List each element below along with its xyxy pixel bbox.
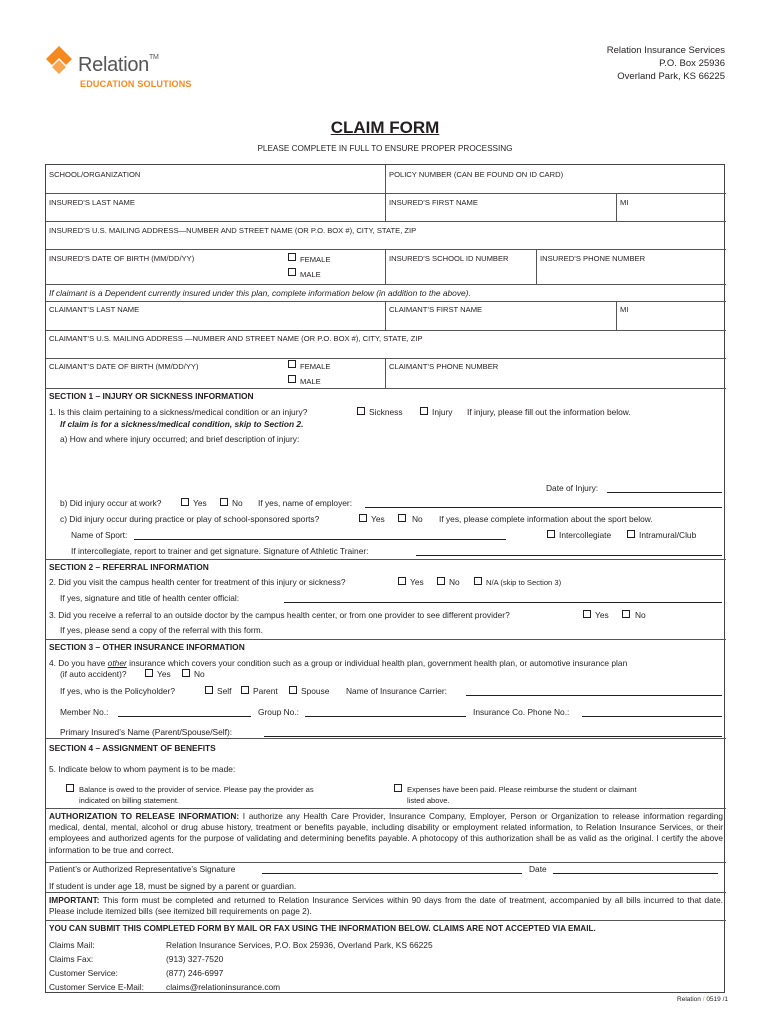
q2-na-checkbox[interactable] <box>474 577 482 585</box>
contact-label-mail: Claims Mail: <box>49 940 95 950</box>
insured-male-label: MALE <box>300 270 321 279</box>
qc-yes-label: Yes <box>371 514 385 524</box>
q3-no-checkbox[interactable] <box>622 610 630 618</box>
qc-no-label: No <box>412 514 423 524</box>
member-line[interactable] <box>118 716 251 717</box>
field-claimant-phone[interactable]: CLAIMANT’S PHONE NUMBER <box>389 362 499 371</box>
q2-yes-checkbox[interactable] <box>398 577 406 585</box>
claim-form <box>45 164 725 993</box>
field-claimant-dob[interactable]: CLAIMANT’S DATE OF BIRTH (MM/DD/YY) <box>49 362 199 371</box>
address-line-1: Relation Insurance Services <box>606 45 725 56</box>
qa-text: a) How and where injury occurred; and brief description of injury: <box>60 434 300 444</box>
policyholder-parent-checkbox[interactable] <box>241 686 249 694</box>
claimant-male-label: MALE <box>300 377 321 386</box>
q4-yes-checkbox[interactable] <box>145 669 153 677</box>
q1-injury-checkbox[interactable] <box>420 407 428 415</box>
address-line-2: P.O. Box 25936 <box>659 58 725 69</box>
qc-text: c) Did injury occur during practice or play of school-sponsored sports? <box>60 514 320 524</box>
q2-no-checkbox[interactable] <box>437 577 445 585</box>
policyholder-parent-label: Parent <box>253 686 278 696</box>
insured-female-checkbox[interactable] <box>288 253 296 261</box>
field-insured-phone[interactable]: INSURED’S PHONE NUMBER <box>540 254 646 263</box>
dependent-note: If claimant is a Dependent currently insured under this plan, complete information below (in addition to the above). <box>49 288 471 298</box>
insured-male-checkbox[interactable] <box>288 268 296 276</box>
field-insured-address[interactable]: INSURED’S U.S. MAILING ADDRESS—NUMBER AND STREET NAME (OR P.O. BOX #), CITY, STATE, ZIP <box>49 226 417 235</box>
policyholder-spouse-checkbox[interactable] <box>289 686 297 694</box>
sport-line[interactable] <box>134 539 506 540</box>
claimant-female-label: FEMALE <box>300 362 331 371</box>
field-claimant-first-name[interactable]: CLAIMANT’S FIRST NAME <box>389 305 483 314</box>
pay-provider-checkbox[interactable] <box>66 784 74 792</box>
q1-note: If claim is for a sickness/medical condition, skip to Section 2. <box>60 419 304 429</box>
pay-provider-line-2: indicated on billing statement. <box>79 796 180 805</box>
date-of-injury-label: Date of Injury: <box>546 483 599 493</box>
qb-text: b) Did injury occur at work? <box>60 498 162 508</box>
primary-insured-line[interactable] <box>264 736 722 737</box>
authorization-paragraph: AUTHORIZATION TO RELEASE INFORMATION: I authorize any Health Care Provider, Insurance Company, Employer, Person or Organization to release information regarding medical, dental, mental, alcohol or drug abuse history, treatment or benefits payable, including disability or employment related information, to Relation Insurance Services, or their employees and authorized agents for the purpose of validating and determining benefits payable. A photocopy of this authorization shall be as valid as the original. I certify the above information to be true and correct. <box>49 811 723 855</box>
q5-text: 5. Indicate below to whom payment is to be made: <box>49 764 236 774</box>
address-line-3: Overland Park, KS 66225 <box>617 71 725 82</box>
trainer-text: If intercollegiate, report to trainer and get signature. Signature of Athletic Trainer: <box>71 546 369 556</box>
claimant-male-checkbox[interactable] <box>288 375 296 383</box>
q4-text: 4. Do you have other insurance which covers your condition such as a group or individual health plan, government health plan, or automotive insurance plan <box>49 658 628 668</box>
signature-label: Patient’s or Authorized Representative’s Signature <box>49 864 236 874</box>
primary-insured-label: Primary Insured’s Name (Parent/Spouse/Self): <box>60 727 233 737</box>
q2-na-label: N/A (skip to Section 3) <box>486 578 562 587</box>
policyholder-self-label: Self <box>217 686 232 696</box>
policyholder-spouse-label: Spouse <box>301 686 330 696</box>
field-insured-dob[interactable]: INSURED’S DATE OF BIRTH (MM/DD/YY) <box>49 254 195 263</box>
carrier-line[interactable] <box>466 695 722 696</box>
intercollegiate-label: Intercollegiate <box>559 530 612 540</box>
section-4-heading: SECTION 4 – ASSIGNMENT OF BENEFITS <box>49 743 216 753</box>
q3-yes-checkbox[interactable] <box>583 610 591 618</box>
q2-yes-label: Yes <box>410 577 424 587</box>
insured-female-label: FEMALE <box>300 255 331 264</box>
field-claimant-address[interactable]: CLAIMANT’S U.S. MAILING ADDRESS —NUMBER AND STREET NAME (OR P.O. BOX #), CITY, STATE, ZIP <box>49 334 423 343</box>
contact-value-fax: (913) 327-7520 <box>166 954 224 964</box>
q1-sickness-label: Sickness <box>369 407 403 417</box>
signature-date-label: Date <box>529 864 547 874</box>
co-phone-line[interactable] <box>582 716 722 717</box>
q2-no-label: No <box>449 577 460 587</box>
q1-text: 1. Is this claim pertaining to a sickness/medical condition or an injury? <box>49 407 308 417</box>
group-line[interactable] <box>305 716 466 717</box>
contact-label-email: Customer Service E-Mail: <box>49 982 144 992</box>
field-insured-last-name[interactable]: INSURED’S LAST NAME <box>49 198 135 207</box>
section-2-heading: SECTION 2 – REFERRAL INFORMATION <box>49 562 209 572</box>
logo-wordmark: Relation™ <box>78 54 159 76</box>
q3-note: If yes, please send a copy of the referral with this form. <box>60 625 263 635</box>
relation-logo-icon <box>44 44 74 82</box>
q1-injury-label: Injury <box>432 407 453 417</box>
contact-value-phone: (877) 246-6997 <box>166 968 224 978</box>
reimburse-line-1: Expenses have been paid. Please reimburse the student or claimant <box>407 785 637 794</box>
qb-no-label: No <box>232 498 243 508</box>
employer-line[interactable] <box>365 507 722 508</box>
field-policy-number[interactable]: POLICY NUMBER (CAN BE FOUND ON ID CARD) <box>389 170 564 179</box>
qc-no-checkbox[interactable] <box>398 514 406 522</box>
q4-no-label: No <box>194 669 205 679</box>
carrier-label: Name of Insurance Carrier: <box>346 686 448 696</box>
trainer-signature-line[interactable] <box>416 555 722 556</box>
page-subtitle: PLEASE COMPLETE IN FULL TO ENSURE PROPER PROCESSING <box>257 144 513 153</box>
qc-tail: If yes, please complete information about the sport below. <box>439 514 653 524</box>
pay-provider-line-1: Balance is owed to the provider of service. Please pay the provider as <box>79 785 314 794</box>
q4-no-checkbox[interactable] <box>182 669 190 677</box>
group-label: Group No.: <box>258 707 299 717</box>
q3-no-label: No <box>635 610 646 620</box>
q3-text: 3. Did you receive a referral to an outside doctor by the campus health center, or from one provider to see different provider? <box>49 610 510 620</box>
qb-no-checkbox[interactable] <box>220 498 228 506</box>
q4-line-2: (if auto accident)? <box>60 669 127 679</box>
page-title: CLAIM FORM <box>330 118 440 137</box>
health-official-line[interactable] <box>284 602 722 603</box>
footer-code: Relation / 0519 /1 <box>677 996 728 1003</box>
qb-yes-checkbox[interactable] <box>181 498 189 506</box>
q2-text: 2. Did you visit the campus health center for treatment of this injury or sickness? <box>49 577 346 587</box>
section-3-heading: SECTION 3 – OTHER INSURANCE INFORMATION <box>49 642 245 652</box>
intercollegiate-checkbox[interactable] <box>547 530 555 538</box>
q3-yes-label: Yes <box>595 610 609 620</box>
co-phone-label: Insurance Co. Phone No.: <box>473 707 570 717</box>
contact-value-email[interactable]: claims@relationinsurance.com <box>166 982 281 992</box>
contact-label-phone: Customer Service: <box>49 968 118 978</box>
claimant-female-checkbox[interactable] <box>288 360 296 368</box>
field-insured-first-name[interactable]: INSURED’S FIRST NAME <box>389 198 478 207</box>
q2-signature-text: If yes, signature and title of health center official: <box>60 593 240 603</box>
minor-note: If student is under age 18, must be signed by a parent or guardian. <box>49 881 297 891</box>
reimburse-line-2: listed above. <box>407 796 450 805</box>
policyholder-self-checkbox[interactable] <box>205 686 213 694</box>
signature-line[interactable] <box>262 873 522 874</box>
qb-yes-label: Yes <box>193 498 207 508</box>
qc-yes-checkbox[interactable] <box>359 514 367 522</box>
contact-label-fax: Claims Fax: <box>49 954 94 964</box>
q4-yes-label: Yes <box>157 669 171 679</box>
section-1-heading: SECTION 1 – INJURY OR SICKNESS INFORMATION <box>49 391 254 401</box>
intramural-checkbox[interactable] <box>627 530 635 538</box>
intramural-label: Intramural/Club <box>639 530 697 540</box>
contact-value-mail: Relation Insurance Services, P.O. Box 25936, Overland Park, KS 66225 <box>166 940 433 950</box>
field-insured-mi[interactable]: MI <box>620 198 629 207</box>
signature-date-line[interactable] <box>553 873 718 874</box>
member-label: Member No.: <box>60 707 109 717</box>
logo-subtitle: EDUCATION SOLUTIONS <box>80 79 192 89</box>
field-school-organization[interactable]: SCHOOL/ORGANIZATION <box>49 170 141 179</box>
policyholder-label: If yes, who is the Policyholder? <box>60 686 175 696</box>
submit-instructions: YOU CAN SUBMIT THIS COMPLETED FORM BY MAIL OR FAX USING THE INFORMATION BELOW. CLAIMS ARE NOT ACCEPTED VIA EMAIL. <box>49 924 596 933</box>
field-claimant-last-name[interactable]: CLAIMANT’S LAST NAME <box>49 305 140 314</box>
reimburse-checkbox[interactable] <box>394 784 402 792</box>
qb-tail: If yes, name of employer: <box>258 498 353 508</box>
field-claimant-mi[interactable]: MI <box>620 305 629 314</box>
q1-sickness-checkbox[interactable] <box>357 407 365 415</box>
q1-tail: If injury, please fill out the information below. <box>467 407 631 417</box>
sport-label: Name of Sport: <box>71 530 128 540</box>
field-insured-school-id[interactable]: INSURED’S SCHOOL ID NUMBER <box>389 254 509 263</box>
date-of-injury-line[interactable] <box>607 492 722 493</box>
important-paragraph: IMPORTANT: This form must be completed and returned to Relation Insurance Services within 90 days from the date of treatment, accompanied by all bills incurred to that date. Please include itemized bills (see itemized bill requirements on page 2). <box>49 895 723 917</box>
